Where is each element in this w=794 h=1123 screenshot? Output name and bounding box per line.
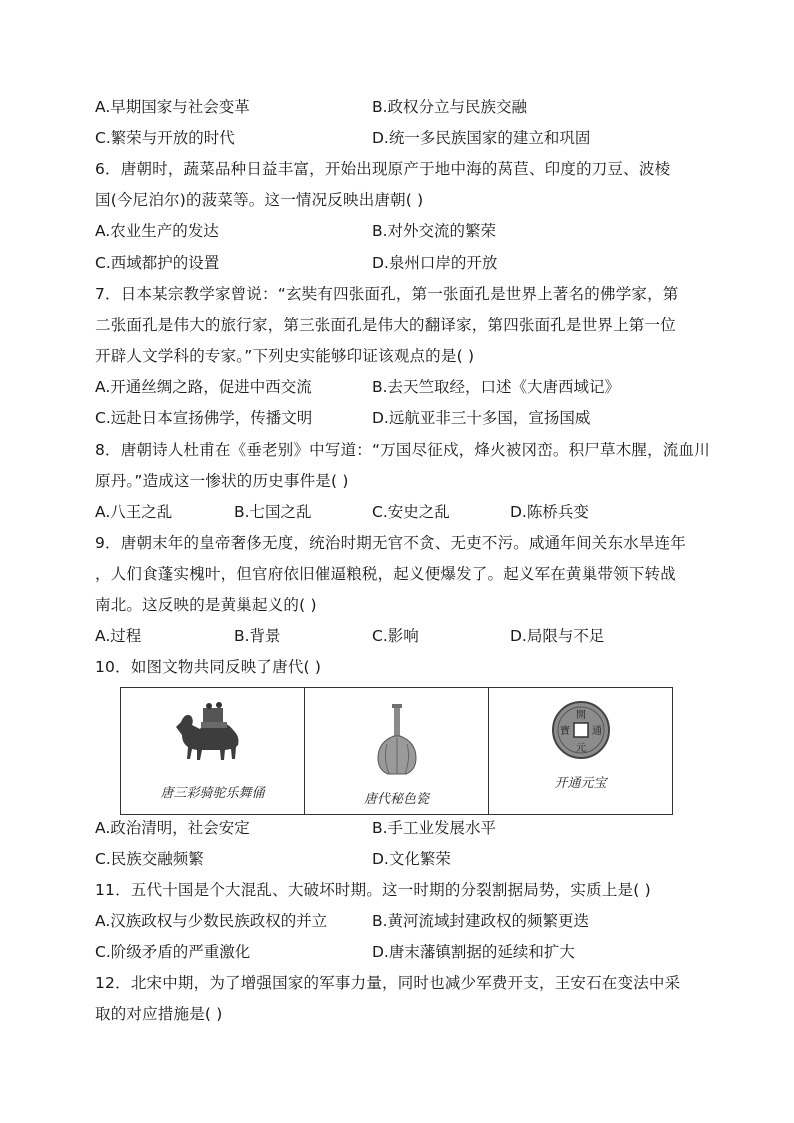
q9-option-a: A.过程 [95, 627, 142, 645]
coin-char-bottom: 元 [575, 743, 586, 754]
q7-stem-line2: 二张面孔是伟大的旅行家，第三张面孔是伟大的翻译家，第四张面孔是世界上第一位 [95, 316, 676, 334]
q5-option-a: A.早期国家与社会变革 [95, 98, 250, 116]
q11-option-a: A.汉族政权与少数民族政权的并立 [95, 912, 328, 930]
caption-celadon-vase: 唐代秘色瓷 [363, 792, 429, 807]
q8-option-a: A.八王之乱 [95, 503, 173, 521]
q8-option-d: D.陈桥兵变 [510, 503, 589, 521]
q9-option-d: D.局限与不足 [510, 627, 605, 645]
q7-stem-line1: 7．日本某宗教学家曾说：“玄奘有四张面孔，第一张面孔是世界上著名的佛学家，第 [95, 285, 679, 303]
q9-option-b: B.背景 [234, 627, 281, 645]
q8-stem-line2: 原丹。”造成这一惨状的历史事件是( ) [95, 472, 349, 490]
q5-option-c: C.繁荣与开放的时代 [95, 129, 235, 147]
q9-stem-line2: ，人们食蓬实槐叶，但官府依旧催逼粮税，起义便爆发了。起义军在黄巢带领下转战 [95, 565, 676, 583]
q10-artifact-figure [120, 687, 673, 815]
q11-option-c: C.阶级矛盾的严重激化 [95, 943, 251, 961]
coin-illustration [551, 700, 611, 760]
q8-option-b: B.七国之乱 [234, 503, 312, 521]
q6-option-d: D.泉州口岸的开放 [372, 254, 498, 272]
q6-stem-line2: 国(今尼泊尔)的菠菜等。这一情况反映出唐朝( ) [95, 191, 424, 209]
q9-stem-line3: 南北。这反映的是黄巢起义的( ) [95, 596, 317, 614]
q8-stem-line1: 8．唐朝诗人杜甫在《垂老别》中写道：“万国尽征戍，烽火被冈峦。积尸草木腥，流血川 [95, 441, 710, 459]
q5-option-d: D.统一多民族国家的建立和巩固 [372, 129, 591, 147]
q7-option-d: D.远航亚非三十多国，宣扬国威 [372, 409, 591, 427]
artifact-kaiyuan-coin [489, 688, 672, 814]
coin-char-right: 通 [591, 726, 602, 737]
q7-stem-line3: 开辟人文学科的专家。”下列史实能够印证该观点的是( ) [95, 347, 475, 365]
q10-stem-line1: 10．如图文物共同反映了唐代( ) [95, 658, 322, 676]
q9-stem-line1: 9．唐朝末年的皇帝奢侈无度，统治时期无官不贪、无吏不污。咸通年间关东水旱连年 [95, 534, 686, 552]
q8-option-c: C.安史之乱 [372, 503, 450, 521]
q5-option-b: B.政权分立与民族交融 [372, 98, 528, 116]
vase-illustration [375, 704, 419, 776]
q10-option-d: D.文化繁荣 [372, 850, 451, 868]
artifact-celadon-vase [305, 688, 489, 814]
q12-stem-line1: 12．北宋中期，为了增强国家的军事力量，同时也减少军费开支，王安石在变法中采 [95, 974, 681, 992]
q10-option-b: B.手工业发展水平 [372, 819, 497, 837]
q11-option-d: D.唐末藩镇割据的延续和扩大 [372, 943, 575, 961]
coin-char-top: 開 [575, 710, 586, 721]
artifact-camel-figurine [121, 688, 305, 814]
q7-option-b: B.去天竺取经，口述《大唐西域记》 [372, 378, 621, 396]
camel-figurine-illustration [173, 700, 253, 760]
q6-option-c: C.西域都护的设置 [95, 254, 220, 272]
q7-option-c: C.远赴日本宣扬佛学，传播文明 [95, 409, 313, 427]
q6-stem-line1: 6．唐朝时，蔬菜品种日益丰富，开始出现原产于地中海的莴苣、印度的刀豆、波棱 [95, 160, 671, 178]
caption-kaiyuan-coin: 开通元宝 [554, 776, 607, 791]
q9-option-c: C.影响 [372, 627, 419, 645]
caption-camel-figurine: 唐三彩骑驼乐舞俑 [160, 786, 265, 801]
q6-option-b: B.对外交流的繁荣 [372, 222, 497, 240]
q11-option-b: B.黄河流域封建政权的频繁更迭 [372, 912, 590, 930]
q11-stem-line1: 11．五代十国是个大混乱、大破坏时期。这一时期的分裂割据局势，实质上是( ) [95, 881, 651, 899]
coin-char-left: 寶 [559, 726, 570, 737]
q10-option-c: C.民族交融频繁 [95, 850, 204, 868]
q12-stem-line2: 取的对应措施是( ) [95, 1005, 223, 1023]
q7-option-a: A.开通丝绸之路，促进中西交流 [95, 378, 312, 396]
q6-option-a: A.农业生产的发达 [95, 222, 219, 240]
q10-option-a: A.政治清明，社会安定 [95, 819, 250, 837]
